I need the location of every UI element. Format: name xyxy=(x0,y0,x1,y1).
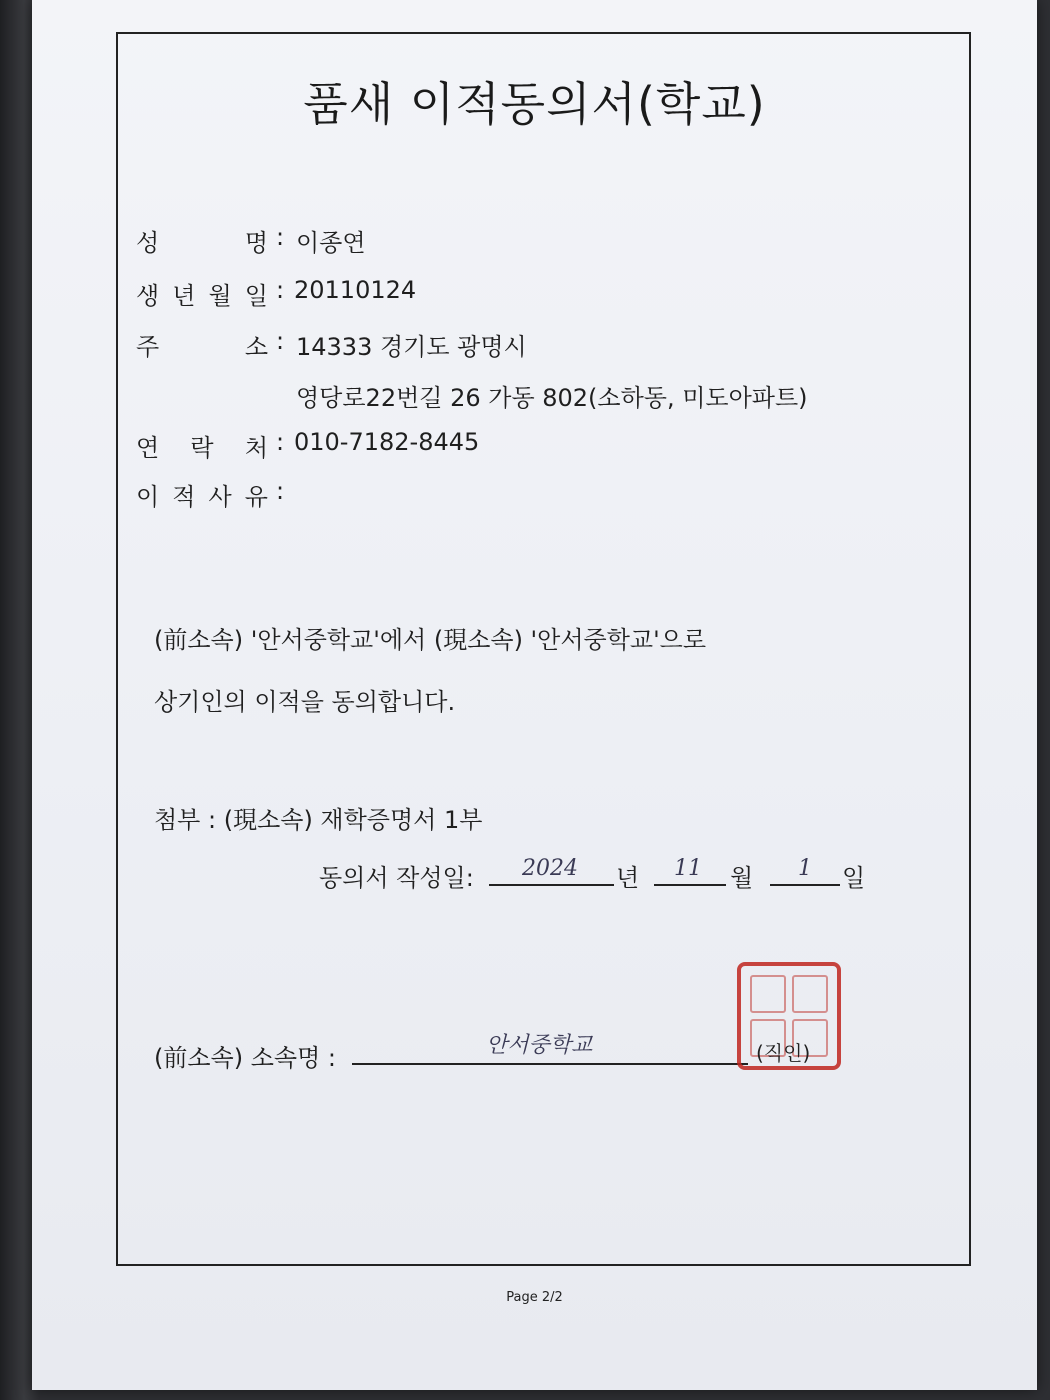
date-year-line xyxy=(489,884,614,886)
colon: : xyxy=(276,276,285,304)
reason-label-char: 사 xyxy=(208,483,232,511)
name-value: 이종연 xyxy=(296,229,366,257)
seal-label: (직인) xyxy=(756,1041,811,1065)
colon: : xyxy=(276,327,285,355)
seal-cell xyxy=(792,975,828,1013)
signature-line xyxy=(352,1063,748,1065)
address-value-line2: 영당로22번길 26 가동 802(소하동, 미도아파트) xyxy=(296,384,808,412)
reason-label-char: 이 xyxy=(136,483,160,511)
name-label-char: 성 xyxy=(136,229,160,257)
date-month-line xyxy=(654,884,726,886)
address-label-char: 소 xyxy=(244,333,268,361)
birth-label-char: 생 xyxy=(136,282,160,310)
date-month-value: 11 xyxy=(674,856,702,881)
contact-label-char: 락 xyxy=(190,434,214,462)
reason-label-char: 유 xyxy=(244,483,268,511)
birth-value: 20110124 xyxy=(294,276,417,304)
address-value-line1: 14333 경기도 광명시 xyxy=(296,333,527,361)
colon: : xyxy=(276,428,285,456)
signature-value: 안서중학교 xyxy=(486,1033,593,1058)
colon: : xyxy=(276,223,285,251)
birth-label-char: 월 xyxy=(208,282,232,310)
date-year-value: 2024 xyxy=(522,856,578,881)
date-day-unit: 일 xyxy=(842,864,866,892)
birth-label-char: 년 xyxy=(172,282,196,310)
contact-label xyxy=(136,428,268,463)
consent-line2: 상기인의 이적을 동의합니다. xyxy=(154,688,456,716)
date-day-line xyxy=(770,884,840,886)
address-label xyxy=(136,327,268,362)
contact-label-char: 처 xyxy=(244,434,268,462)
consent-line1: (前소속) '안서중학교'에서 (現소속) '안서중학교'으로 xyxy=(154,626,707,654)
birth-label-char: 일 xyxy=(244,282,268,310)
document-title: 품새 이적동의서(학교) xyxy=(303,77,766,131)
attachment-text: 첨부 : (現소속) 재학증명서 1부 xyxy=(154,806,483,834)
contact-label-char: 연 xyxy=(136,434,160,462)
seal-cell xyxy=(750,975,786,1013)
reason-label xyxy=(136,477,268,512)
birth-label xyxy=(136,276,268,311)
address-label-char: 주 xyxy=(136,333,160,361)
contact-value: 010-7182-8445 xyxy=(294,428,480,456)
reason-label-char: 적 xyxy=(172,483,196,511)
signature-label: (前소속) 소속명 : xyxy=(154,1044,336,1072)
name-label-char: 명 xyxy=(244,229,268,257)
date-month-unit: 월 xyxy=(730,864,754,892)
colon: : xyxy=(276,477,285,505)
date-year-unit: 년 xyxy=(616,864,640,892)
name-label xyxy=(136,223,268,258)
page-number: Page 2/2 xyxy=(506,1290,563,1305)
date-day-value: 1 xyxy=(798,856,812,881)
document-page xyxy=(32,0,1037,1390)
date-label: 동의서 작성일: xyxy=(319,864,474,892)
